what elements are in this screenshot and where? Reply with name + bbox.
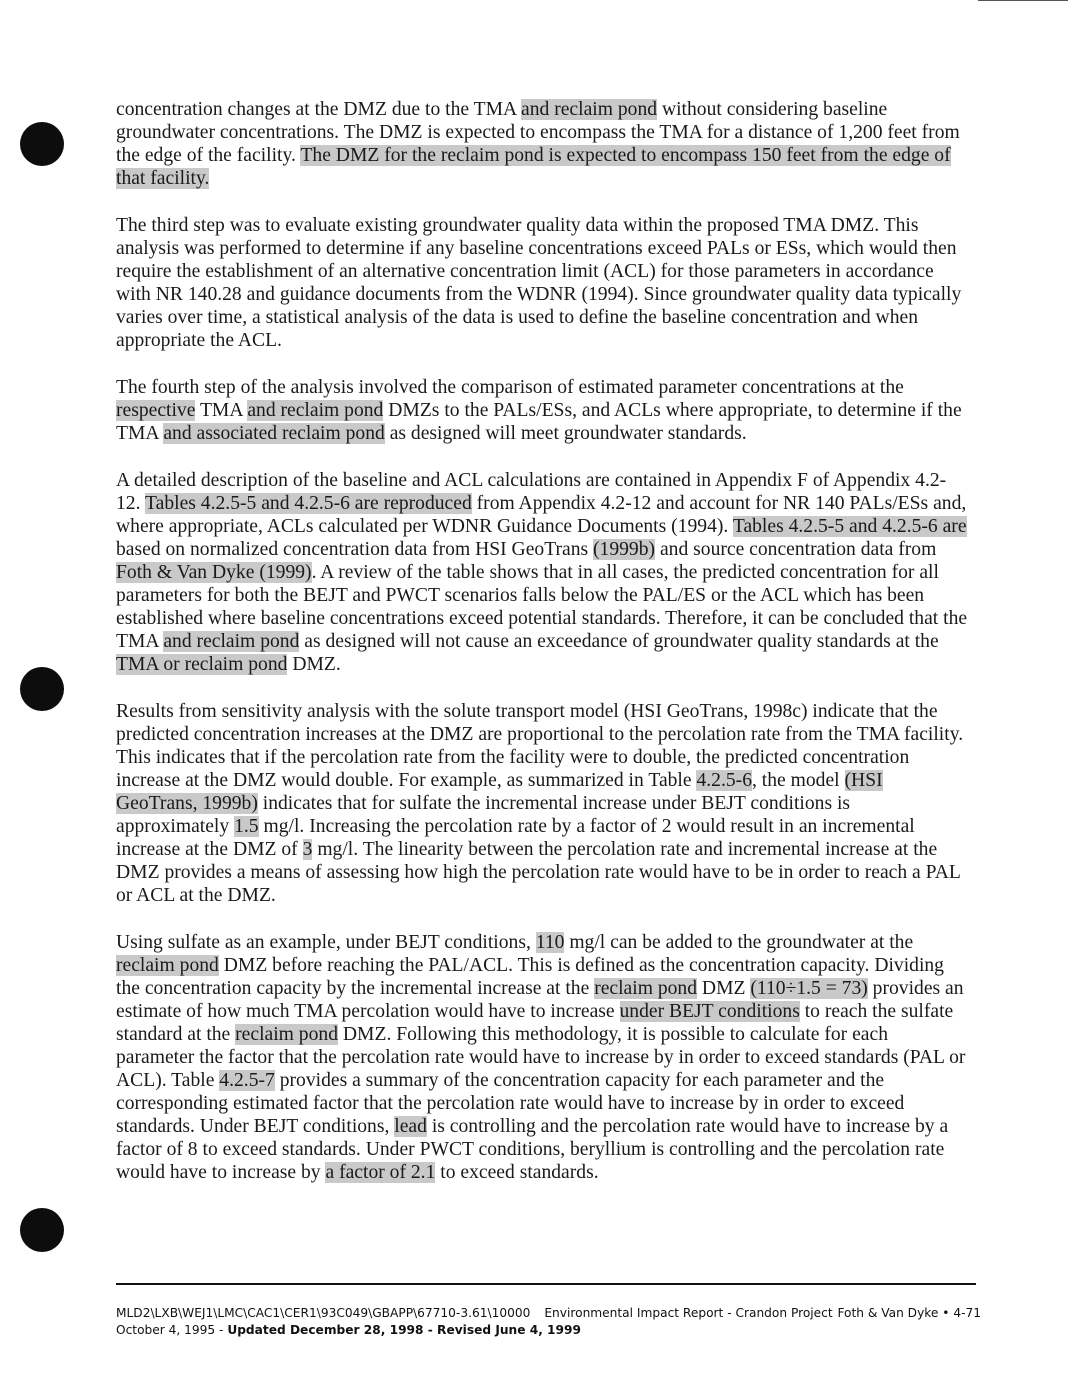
footer-original-date: October 4, 1995 - <box>116 1323 228 1337</box>
text-run: DMZ. Following this methodology, it is possible to calculate for each parameter the factor that the percolation rate would have to increase by in order to exceed standards (PAL or ACL). Table <box>116 1024 966 1091</box>
highlighted-revision: (HSI GeoTrans, 1999b) <box>116 770 883 814</box>
text-run: DMZ. <box>287 654 341 675</box>
text-run: indicates that for sulfate the incremental increase under BEJT conditions is approximately <box>116 793 851 837</box>
highlighted-revision: reclaim pond <box>116 955 219 976</box>
highlighted-revision: (110÷1.5 = 73) <box>750 978 868 999</box>
text-run: based on normalized concentration data from HSI GeoTrans <box>116 539 594 560</box>
text-run: . A review of the table shows that in all cases, the predicted concentration for all parameters for both the BEJT and PWCT scenarios falls below the PAL/ES or the ACL which has been established where baseline concentrations exceed potential standards. Therefore, it can be concluded that the TMA <box>116 562 968 652</box>
footer-page-reference: Foth & Van Dyke • 4-71 <box>837 1306 981 1320</box>
text-run: from Appendix 4.2-12 and account for NR 140 PALs/ESs and, where appropriate, ACLs calculated per WDNR Guidance Documents (1994). <box>116 493 967 537</box>
paragraph-fourth-step <box>116 376 968 445</box>
footer-rule <box>116 1283 976 1285</box>
highlighted-revision: and reclaim pond <box>247 400 384 421</box>
paragraph-acl-calculations <box>116 469 968 676</box>
text-run: to reach the sulfate standard at the <box>116 1001 954 1045</box>
text-run: Results from sensitivity analysis with the solute transport model (HSI GeoTrans, 1998c) indicate that the predicted concentration increases at the DMZ are proportional to the percolation rate from the TMA facility. This indicates that if the percolation rate from the facility were to double, the predicted concentration increase at the DMZ would double. For example, as summarized in Table <box>116 701 964 791</box>
text-run: Using sulfate as an example, under BEJT conditions, <box>116 932 536 953</box>
highlighted-revision: lead <box>394 1116 427 1137</box>
highlighted-revision: 4.2.5-6 <box>696 770 752 791</box>
footer-report-title: Environmental Impact Report - Crandon Project <box>544 1306 833 1320</box>
highlighted-revision: Foth & Van Dyke (1999) <box>116 562 312 583</box>
text-run: is controlling and the percolation rate would have to increase by a factor of 8 to exceed standards. Under PWCT conditions, beryllium is controlling and the percolation rate would have to increase by <box>116 1116 949 1183</box>
highlighted-revision: TMA or reclaim pond <box>116 654 288 675</box>
highlighted-revision: under BEJT conditions <box>619 1001 800 1022</box>
highlighted-revision: 110 <box>535 932 565 953</box>
highlighted-revision: a factor of 2.1 <box>325 1162 436 1183</box>
highlighted-revision: Tables 4.2.5-5 and 4.2.5-6 are reproduced <box>145 493 472 514</box>
punch-hole-middle <box>20 667 64 711</box>
highlighted-revision: Tables 4.2.5-5 and 4.2.5-6 are <box>732 516 967 537</box>
text-run: to exceed standards. <box>435 1162 599 1183</box>
text-run: The fourth step of the analysis involved the comparison of estimated parameter concentrations at the <box>116 377 904 398</box>
text-run: as designed will not cause an exceedance of groundwater quality standards at the <box>299 631 939 652</box>
text-run: The third step was to evaluate existing groundwater quality data within the proposed TMA DMZ. This analysis was performed to determine if any baseline concentrations exceed PALs or ESs, which would then require the establishment of an alternative concentration limit (ACL) for those parameters in accordance with NR 140.28 and guidance documents from the WDNR (1994). Since groundwater quality data typically varies over time, a statistical analysis of the data is used to define the baseline concentration and when appropriate the ACL. <box>116 215 962 351</box>
highlighted-revision: and reclaim pond <box>521 99 658 120</box>
highlighted-revision: 1.5 <box>234 816 259 837</box>
punch-hole-bottom <box>20 1208 64 1252</box>
highlighted-revision: respective <box>116 400 196 421</box>
paragraph-dmz-extent <box>116 98 968 190</box>
highlighted-revision: 3 <box>302 839 313 860</box>
text-run: without considering baseline groundwater concentrations. The DMZ is expected to encompass the TMA for a distance of 1,200 feet from the edge of the facility. <box>116 99 960 166</box>
highlighted-revision: (1999b) <box>593 539 656 560</box>
text-run: concentration changes at the DMZ due to the TMA <box>116 99 522 120</box>
text-run: DMZ before reaching the PAL/ACL. This is defined as the concentration capacity. Dividing the concentration capacity by the incremental increase at the <box>116 955 944 999</box>
page-footer <box>116 1305 981 1339</box>
footer-revision-dates: Updated December 28, 1998 - Revised June 4, 1999 <box>227 1323 581 1337</box>
text-run: provides an estimate of how much TMA percolation would have to increase <box>116 978 964 1022</box>
highlighted-revision: The DMZ for the reclaim pond is expected to encompass 150 feet from the edge of that facility. <box>116 145 951 189</box>
highlighted-revision: reclaim pond <box>594 978 698 999</box>
document-body <box>116 98 968 1208</box>
punch-hole-top <box>20 122 64 166</box>
highlighted-revision: and reclaim pond <box>163 631 300 652</box>
text-run: , the model <box>752 770 845 791</box>
text-run: mg/l. The linearity between the percolation rate and incremental increase at the DMZ provides a means of assessing how high the percolation rate would have to be in order to reach a PAL or ACL at the DMZ. <box>116 839 961 906</box>
text-run: DMZ <box>697 978 751 999</box>
text-run: as designed will meet groundwater standards. <box>384 423 747 444</box>
text-run: mg/l. Increasing the percolation rate by a factor of 2 would result in an incremental increase at the DMZ of <box>116 816 915 860</box>
text-run: mg/l can be added to the groundwater at the <box>564 932 914 953</box>
paragraph-sensitivity-analysis <box>116 700 968 907</box>
highlighted-revision: and associated reclaim pond <box>163 423 385 444</box>
text-run: and source concentration data from <box>655 539 937 560</box>
paragraph-sulfate-example <box>116 931 968 1184</box>
highlighted-revision: reclaim pond <box>235 1024 338 1045</box>
text-run: provides a summary of the concentration capacity for each parameter and the corresponding estimated factor that the percolation rate would have to increase by in order to exceed standards. Under BEJT conditions, <box>116 1070 905 1137</box>
footer-file-path: MLD2\LXB\WEJ1\LMC\CAC1\CER1\93C049\GBAPP\67710-3.61\10000 <box>116 1306 531 1320</box>
text-run: A detailed description of the baseline and ACL calculations are contained in Appendix F of Appendix 4.2-12. <box>116 470 947 514</box>
text-run: DMZs to the PALs/ESs, and ACLs where appropriate, to determine if the TMA <box>116 400 962 444</box>
highlighted-revision: 4.2.5-7 <box>219 1070 275 1091</box>
paragraph-third-step <box>116 214 968 352</box>
top-edge-rule <box>978 0 1068 1</box>
text-run: TMA <box>195 400 248 421</box>
